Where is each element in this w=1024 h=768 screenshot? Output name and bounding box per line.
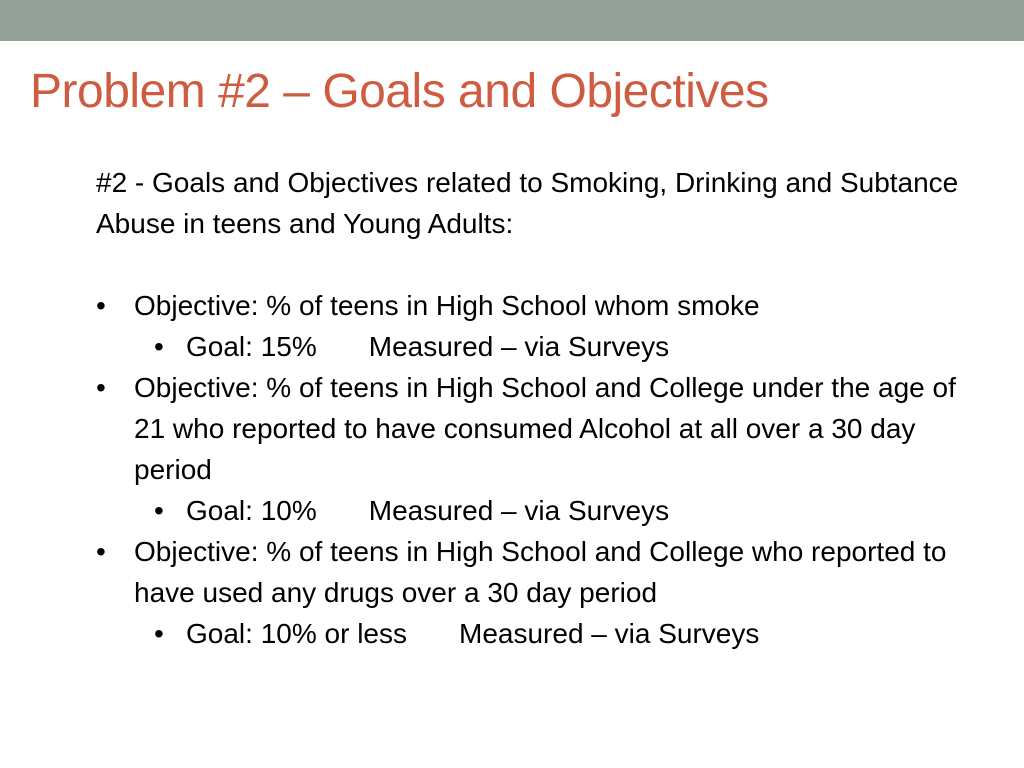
bullet-icon: • [96,290,106,321]
objective-text: Objective: % of teens in High School and College under the age of 21 who reported to have consumed Alcohol at all over a 30 day period [134,372,956,485]
goal-text: Goal: 15% [186,331,317,362]
top-accent-bar [0,0,1024,41]
objective-text: Objective: % of teens in High School and College who reported to have used any drugs over a 30 day period [134,536,947,608]
slide-body [96,162,976,654]
goal-list [134,613,976,654]
goal-list [134,490,976,531]
slide-title: Problem #2 – Goals and Objectives [30,65,769,118]
goal-text: Goal: 10% [186,495,317,526]
objectives-list [96,285,976,654]
bullet-icon: • [154,495,164,526]
intro-paragraph: #2 - Goals and Objectives related to Smoking, Drinking and Subtance Abuse in teens and Young Adults: [96,167,959,239]
bullet-icon: • [96,536,106,567]
bullet-icon: • [96,372,106,403]
goal-measure: Measured – via Surveys [368,495,670,526]
goal-item [134,613,976,654]
objective-item [96,531,976,654]
bullet-icon: • [154,331,164,362]
goal-text: Goal: 10% or less [186,618,407,649]
bullet-icon: • [154,618,164,649]
goal-item [134,326,976,367]
objective-item [96,367,976,531]
objective-text: Objective: % of teens in High School whom smoke [134,290,760,321]
goal-list [134,326,976,367]
goal-item [134,490,976,531]
objective-item [96,285,976,367]
goal-measure: Measured – via Surveys [368,331,670,362]
goal-measure: Measured – via Surveys [459,618,760,649]
